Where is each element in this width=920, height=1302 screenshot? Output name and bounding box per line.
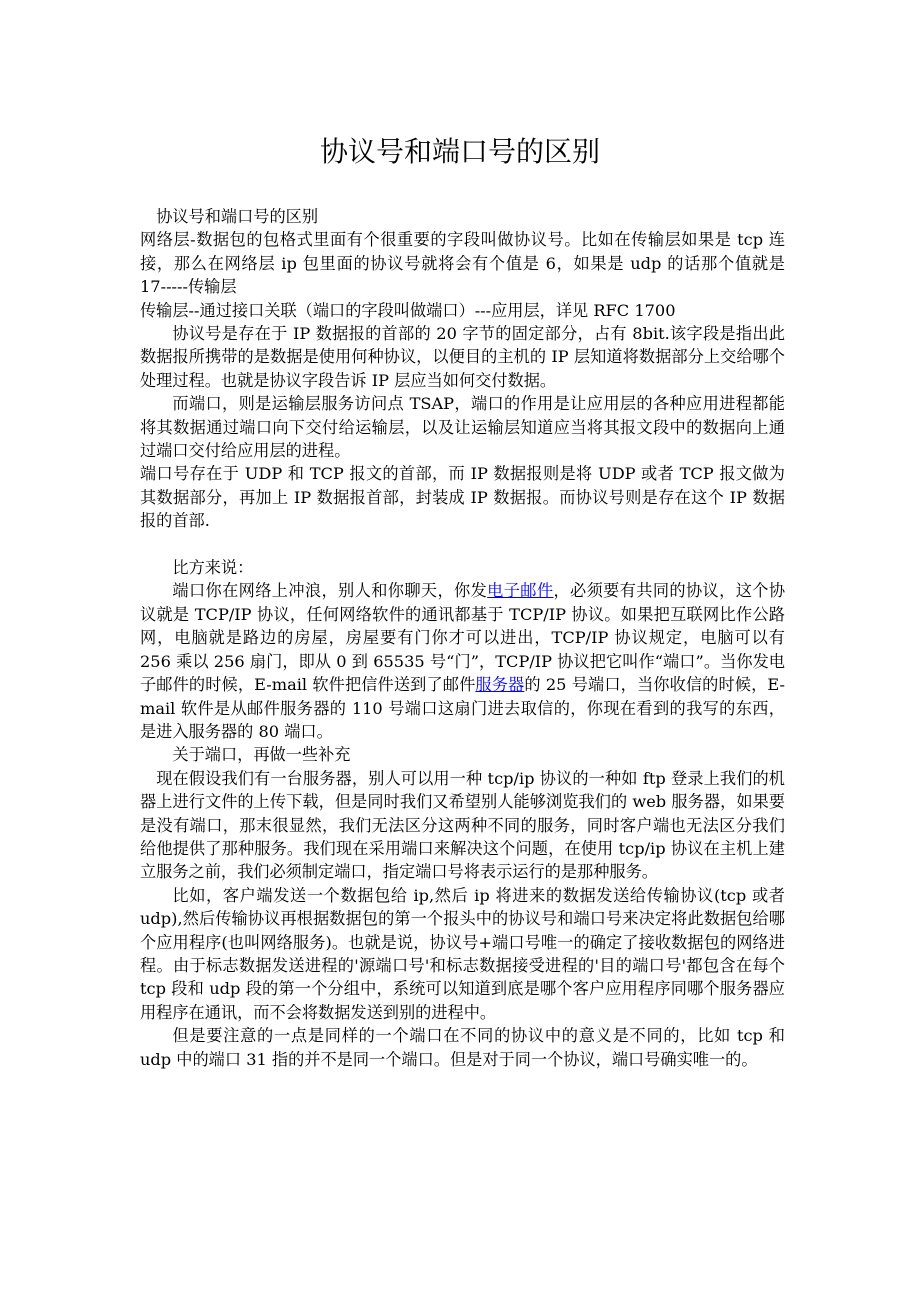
- blank-line: [140, 533, 785, 556]
- text-segment: 端口你在网络上冲浪，别人和你聊天，你发: [172, 581, 488, 601]
- section-heading: 协议号和端口号的区别: [156, 207, 319, 226]
- text-segment: ，必须要有共同的协议，这个协议就是 TCP/IP 协议，任何网络软件的通讯都基于 TCP/IP 协议。如果把互联网比作公路网，电脑就是路边的房屋，房屋要有门你才可以进出，TCP/IP 协议规定，电脑可以有 256 乘以 256 扇门，即从 0 到 65535 号“门”，TCP/IP 协议把它叫作“端口”。当你发电子邮件的时候，E-mail 软件把信件送到了邮件: [140, 581, 786, 695]
- document-body: [140, 205, 785, 1071]
- text-segment: 的 25 号端口，当你收信的时候，E-mail 软件是从邮件服务器的 110 号端口这扇门进去取信的，你现在看到的我写的东西，是进入服务器的 80 端口。: [140, 675, 785, 741]
- paragraph-protocol-field: 网络层-数据包的包格式里面有个很重要的字段叫做协议号。比如在传输层如果是 tcp 连接，那么在网络层 ip 包里面的协议号就将会有个值是 6，如果是 udp 的话那个值就是 17-----传输层: [140, 230, 785, 297]
- paragraph-port-tsap: 而端口，则是运输层服务访问点 TSAP，端口的作用是让应用层的各种应用进程都能将其数据通过端口向下交付给运输层，以及让运输层知道应当将其报文段中的数据向上通过端口交付给应用层的进程。: [140, 394, 785, 461]
- paragraph-example-intro: 比方来说：: [172, 558, 254, 578]
- paragraph-protocol-number: 协议号是存在于 IP 数据报的首部的 20 字节的固定部分，占有 8bit.该字段是指出此数据报所携带的是数据是使用何种协议，以便目的主机的 IP 层知道将数据部分上交给哪个处理过程。也就是协议字段告诉 IP 层应当如何交付数据。: [140, 324, 785, 390]
- paragraph-client-packet: 比如，客户端发送一个数据包给 ip,然后 ip 将进来的数据发送给传输协议(tcp 或者 udp),然后传输协议再根据数据包的第一个报头中的协议号和端口号来决定将此数据包给哪个应用程序(也叫网络服务)。也就是说，协议号+端口号唯一的确定了接收数据包的网络进程。由于标志数据发送进程的'源端口号'和标志数据接受进程的'目的端口号'都包含在每个 tcp 段和 udp 段的第一个分组中，系统可以知道到底是哪个客户应用程序同哪个服务器应用程序在通讯，而不会将数据发送到别的进程中。: [140, 885, 785, 1022]
- paragraph-server-example: 现在假设我们有一台服务器，别人可以用一种 tcp/ip 协议的一种如 ftp 登录上我们的机器上进行文件的上传下载，但是同时我们又希望别人能够浏览我们的 web 服务器，如果要是没有端口，那末很显然，我们无法区分这两种不同的服务，同时客户端也无法区分我们给他提供了那种服务。我们现在采用端口来解决这个问题，在使用 tcp/ip 协议在主机上建立服务之前，我们必须制定端口，指定端口号将表示运行的是那种服务。: [140, 768, 785, 882]
- server-link[interactable]: 服务器: [475, 675, 525, 695]
- paragraph-port-header: 端口号存在于 UDP 和 TCP 报文的首部，而 IP 数据报则是将 UDP 或者 TCP 报文做为其数据部分，再加上 IP 数据报首部，封装成 IP 数据报。而协议号则是存在这个 IP 数据报的首部.: [140, 464, 785, 531]
- email-link[interactable]: 电子邮件: [487, 581, 554, 601]
- paragraph-example-email: [140, 579, 785, 743]
- paragraph-port-meaning: 但是要注意的一点是同样的一个端口在不同的协议中的意义是不同的，比如 tcp 和 udp 中的端口 31 指的并不是同一个端口。但是对于同一个协议，端口号确实唯一的。: [140, 1026, 785, 1069]
- paragraph-supplement-heading: 关于端口，再做一些补充: [172, 745, 351, 765]
- document-title: 协议号和端口号的区别: [319, 135, 600, 168]
- paragraph-transport-layer: 传输层--通过接口关联（端口的字段叫做端口）---应用层，详见 RFC 1700: [140, 300, 676, 320]
